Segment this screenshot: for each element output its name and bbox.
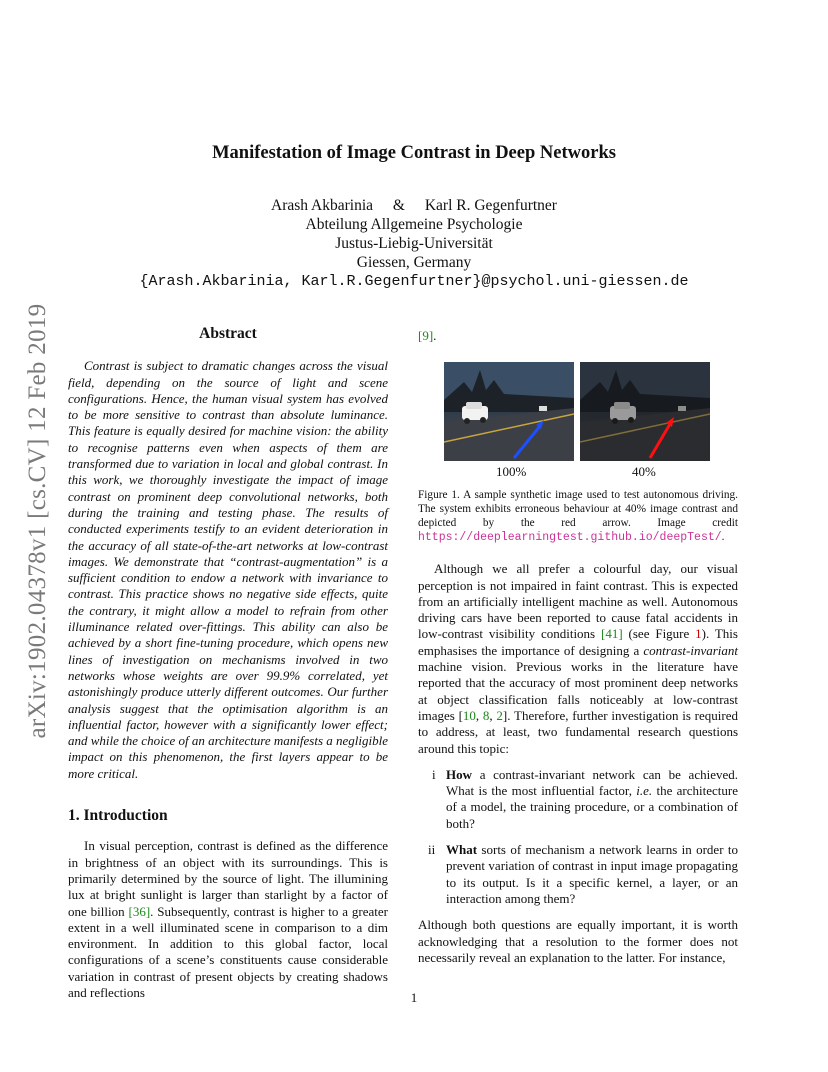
right-column xyxy=(418,328,738,966)
citation-link[interactable]: 10 xyxy=(462,707,476,723)
intro-paragraph: In visual perception, contrast is defined as the difference in brightness of an object with its surroundings. This is primarily determined by the source of light. The illumining lux at bright sunlight is larger than starlight by a factor of one billion [36]. Subsequently, contrast is higher to a greater extent in a well illuminated scene in comparison to a dim environment. In addition to this global factor, local configurations of a scene’s constituents cause considerable variation in contrast of present objects by creating shadows and reflections xyxy=(68,838,388,1000)
abstract-heading: Abstract xyxy=(199,325,257,342)
citation-link[interactable]: 8 xyxy=(482,707,490,723)
figure-label-100: 100% xyxy=(496,464,527,480)
research-question-2: ii What sorts of mechanism a network learns in order to prevent variation of contrast in input image propagating to its output. Is it a specific kernel, a layer, or an interaction among them? xyxy=(428,842,738,906)
figure-1 xyxy=(418,362,738,482)
road-scene-icon xyxy=(444,362,574,461)
introduction-heading: 1. Introduction xyxy=(68,807,168,825)
research-question-1: i How a contrast-invariant network can be achieved. What is the most influential factor, i.e. the architecture of a model, the training procedure, or a combination of both? xyxy=(432,766,738,831)
image-credit-link[interactable]: https://deeplearningtest.github.io/deepTest/ xyxy=(418,531,722,545)
intro-paragraph-continued: [9]. xyxy=(418,328,437,343)
paper-title: Manifestation of Image Contrast in Deep Networks xyxy=(212,143,616,163)
figure-reference-link[interactable]: 1 xyxy=(695,626,702,642)
figure-label-40: 40% xyxy=(632,464,656,480)
author-names xyxy=(0,196,828,215)
closing-paragraph: Although both questions are equally important, it is worth acknowledging that a resolution to the former does not necessarily reveal an explanation to the latter. For instance, xyxy=(418,917,738,965)
citation-link[interactable]: [41] xyxy=(601,626,623,642)
arxiv-identifier xyxy=(8,286,68,756)
motivation-paragraph: Although we all prefer a colourful day, our visual perception is not impaired in faint contrast. This is expected from an artificially intelligent machine as well. Autonomous driving cars have been reported to cause fatal accidents in low-contrast visibility conditions [41] (see Figure 1). This emphasises the importance of designing a contrast-invariant machine vision. Previous works in the literature have reported that the accuracy of most prominent deep networks at object classification falls noticeably at low-contrast images [10, 8, 2]. Therefore, further investigation is required to address, at least, two fundamental research questions around this topic: xyxy=(418,561,738,756)
figure-image-low-contrast xyxy=(580,362,710,461)
research-questions xyxy=(418,767,738,907)
affiliation-department: Abteilung Allgemeine Psychologie xyxy=(305,216,523,233)
figure-image-full-contrast xyxy=(444,362,574,461)
citation-link[interactable]: [9] xyxy=(418,328,434,343)
arxiv-identifier-text: arXiv:1902.04378v1 [cs.CV] 12 Feb 2019 xyxy=(24,303,51,739)
author-separator: & xyxy=(392,197,405,214)
author-2: Karl R. Gegenfurtner xyxy=(424,197,557,214)
abstract-text: Contrast is subject to dramatic changes across the visual field, depending on the source of light and scene configurations. Hence, the human visual system has evolved to be more sensitive to contrast than absolute luminance. This feature is equally desired for machine vision: the ability to recognise patterns even when aspects of them are transformed due to variation in local and global contrast. In this work, we thoroughly investigate the impact of image contrast on prominent deep convolutional networks, both during the training and testing phase. The results of conducted experiments testify to an evident deterioration in the accuracy of all state-of-the-art networks at low-contrast images. We demonstrate that “contrast-augmentation” is a sufficient condition to endow a network with invariance to contrast. This practice shows no negative side effects, quite the contrary, it might allow a model to refrain from other illuminance related over-fittings. This ability can also be achieved by a short fine-tuning procedure, which opens new lines of investigation on mechanisms involved in two networks whose weights are over 99.9% correlated, yet astonishingly produce utterly different outcomes. Our further analysis suggest that the optimisation algorithm is an influential factor, however with a significantly lower effect; and while the choice of an architecture manifests a negligible impact on this phenomenon, the first layers appear to be more critical. xyxy=(68,358,388,781)
affiliation-location: Giessen, Germany xyxy=(356,254,472,271)
author-1: Arash Akbarinia xyxy=(271,197,374,214)
figure-caption: Figure 1. A sample synthetic image used to test autonomous driving. The system exhibits erroneous behaviour at 40% image contrast and depicted by the red arrow. Image credit https://deeplearningtest.github.io/deepTest/. xyxy=(418,489,738,545)
question-number: ii xyxy=(428,842,436,858)
author-emails: {Arash.Akbarinia, Karl.R.Gegenfurtner}@psychol.uni-giessen.de xyxy=(139,273,689,290)
citation-link[interactable]: 2 xyxy=(496,707,503,723)
road-scene-dim-icon xyxy=(580,362,710,461)
left-column xyxy=(68,326,388,1001)
affiliation-university: Justus-Liebig-Universität xyxy=(335,235,493,252)
author-block xyxy=(0,196,828,291)
citation-link[interactable]: [36] xyxy=(128,903,151,919)
question-number: i xyxy=(432,766,436,782)
page-number: 1 xyxy=(410,990,418,1005)
